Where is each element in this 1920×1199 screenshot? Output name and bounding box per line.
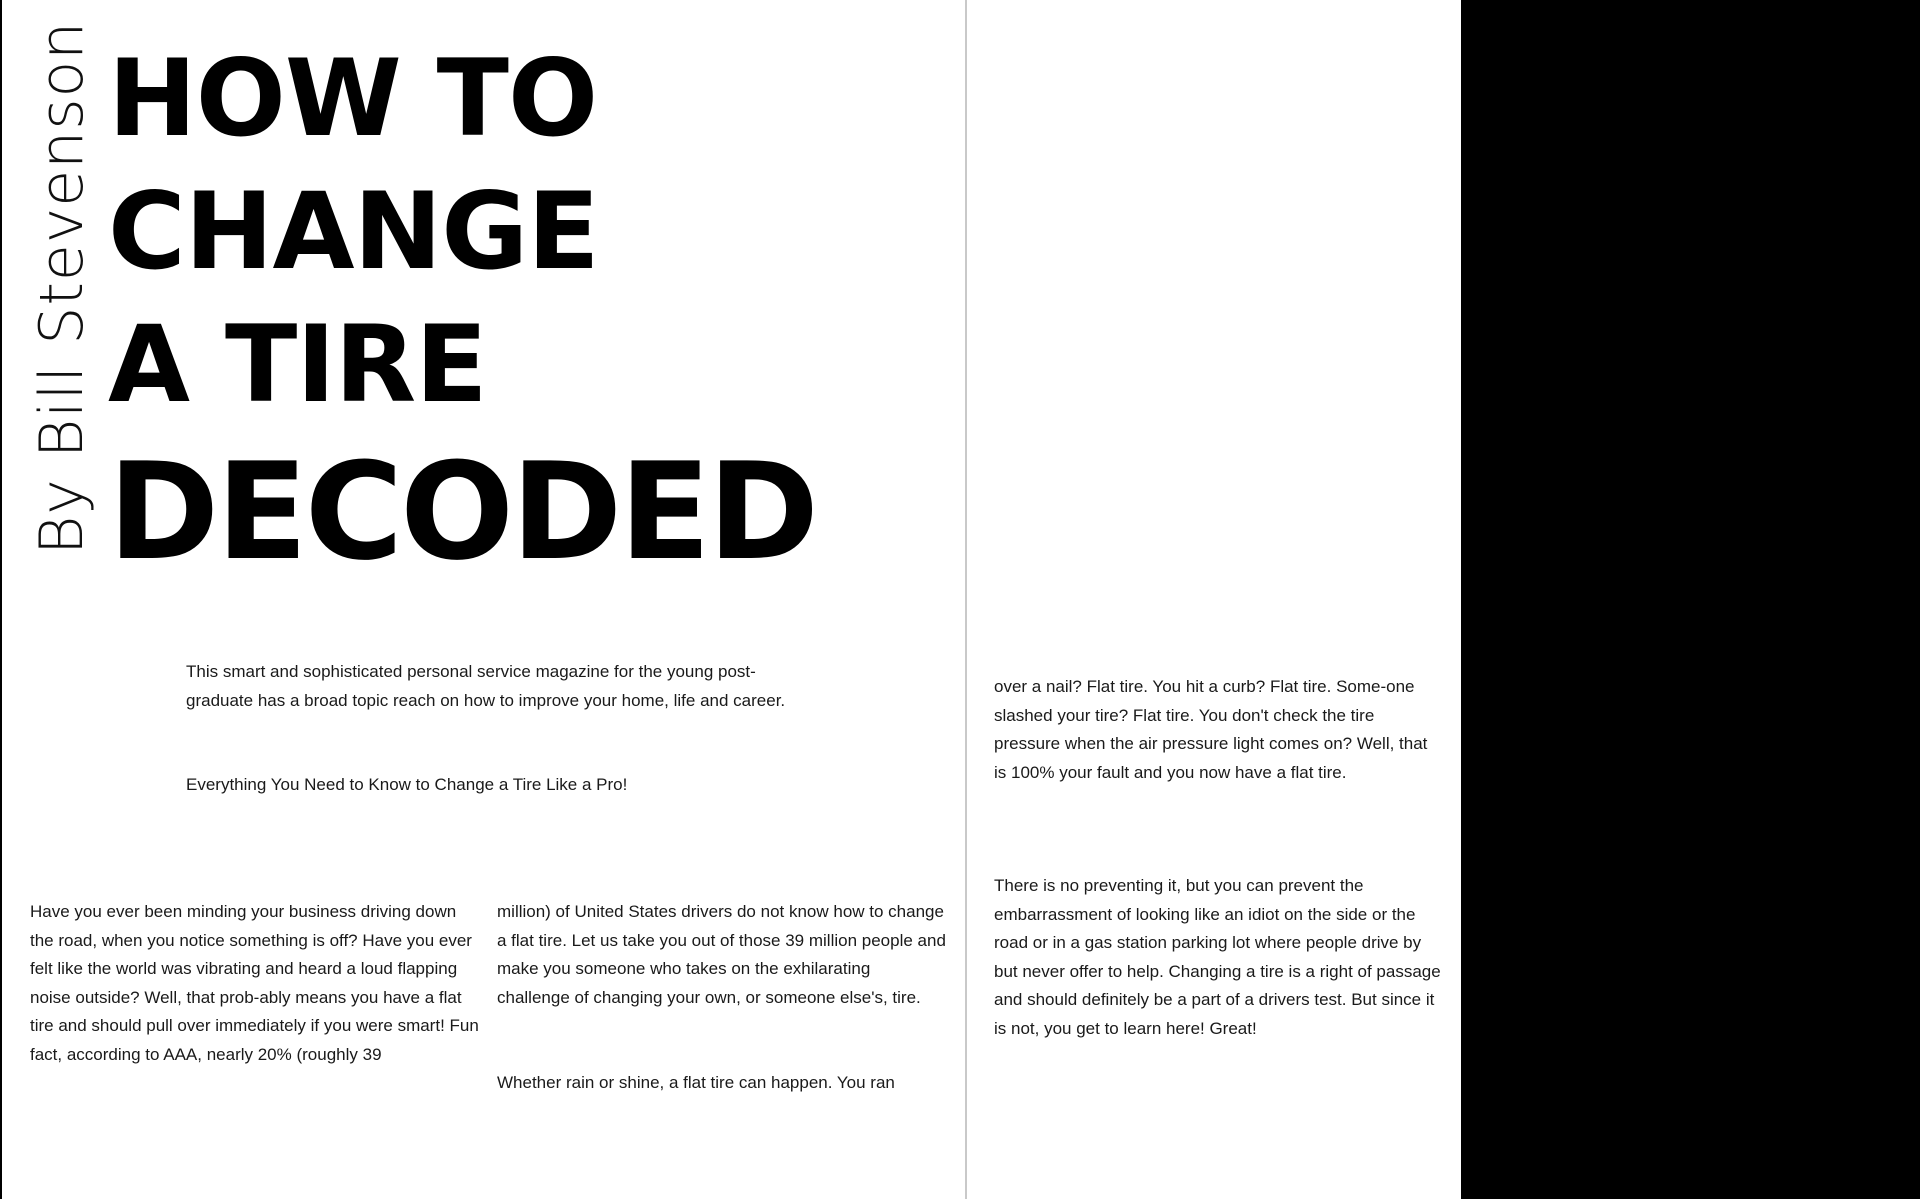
byline: By Bill Stevenson: [27, 20, 97, 555]
headline-line-3: A TIRE: [108, 303, 487, 426]
intro-paragraph: This smart and sophisticated personal service magazine for the young post-graduate has a broad topic reach on how to improve your home, life and career.: [186, 662, 786, 710]
headline-line-4: DECODED: [108, 434, 817, 590]
body-column-1: Have you ever been minding your business driving down the road, when you notice something is off? Have you ever felt like the world was vibrating and heard a loud flapping noise outside? Well, that prob-ably means you have a flat tire and should pull over immediately if you were smart! Fun fact, according to AAA, nearly 20% (roughly 39: [30, 902, 479, 1064]
headline-line-1: HOW TO: [108, 37, 598, 160]
magazine-spread: [2, 0, 1461, 1199]
headline: [108, 37, 817, 590]
body-column-2: million) of United States drivers do not know how to change a flat tire. Let us take you out of those 39 million people and make you someone who takes on the exhilarating challenge of changing your own, or someone else's, tire.: [497, 902, 946, 1007]
body-column-3-continued: There is no preventing it, but you can prevent the embarrassment of looking like an idiot on the side or the road or in a gas station parking lot where people drive by but never offer to help. Changing a tire is a right of passage and should definitely be a part of a drivers test. But since it is not, you get to learn here! Great!: [994, 876, 1441, 1038]
headline-line-2: CHANGE: [108, 170, 599, 293]
body-column-2-continued: Whether rain or shine, a flat tire can happen. You ran: [497, 1073, 895, 1092]
page-gutter: [965, 0, 967, 1199]
body-column-3: over a nail? Flat tire. You hit a curb? Flat tire. Some-one slashed your tire? Flat tire. You don't check the tire pressure when the air pressure light comes on? Well, that is 100% your fault and you now have a flat tire.: [994, 677, 1428, 782]
intro-tagline: Everything You Need to Know to Change a Tire Like a Pro!: [186, 775, 628, 794]
